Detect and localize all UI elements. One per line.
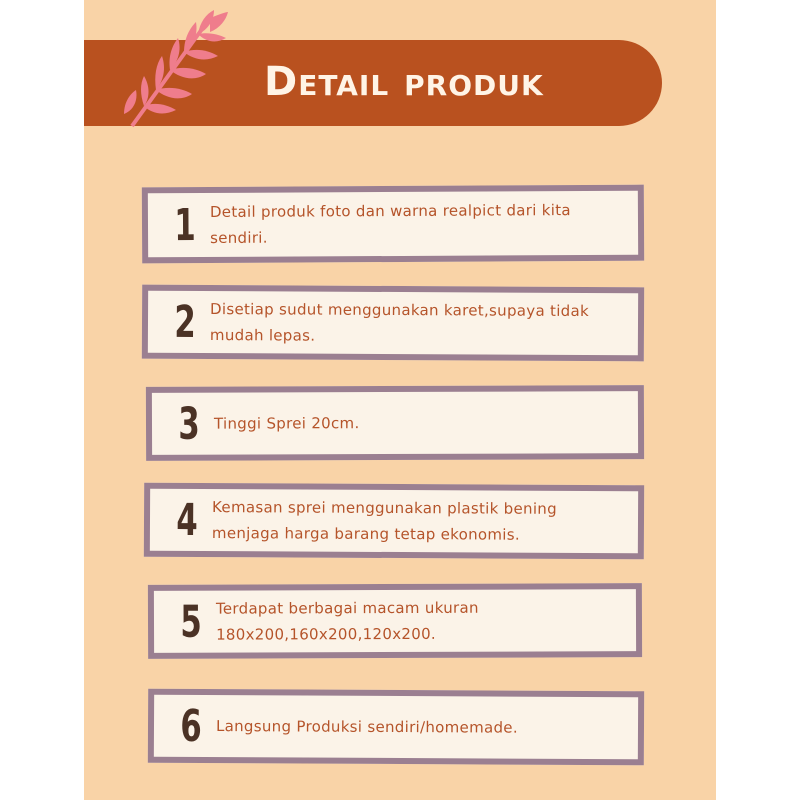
item-number: 4: [176, 494, 198, 546]
item-text: Disetiap sudut menggunakan karet,supaya tidak mudah lepas.: [209, 300, 590, 345]
item-text: Langsung Produksi sendiri/homemade.: [215, 717, 518, 737]
list-item: [142, 285, 644, 362]
list-item: [144, 483, 644, 560]
item-text: Tinggi Sprei 20cm.: [213, 414, 360, 433]
list-item: [146, 385, 644, 461]
item-number: 5: [180, 596, 202, 648]
list-item: [142, 185, 644, 264]
item-number: 1: [174, 199, 196, 251]
item-number: 3: [178, 398, 200, 450]
list-item: [148, 583, 642, 659]
page-title: Detail produk: [264, 59, 544, 105]
item-number: 2: [174, 296, 196, 348]
item-text: Kemasan sprei menggunakan plastik bening menjaga harga barang tetap ekonomis.: [211, 498, 558, 544]
item-text: Detail produk foto dan warna realpict dari kita sendiri.: [209, 201, 571, 247]
item-number: 6: [180, 700, 202, 752]
list-item: [148, 689, 644, 766]
item-text: Terdapat berbagai macam ukuran 180x200,160x200,120x200.: [215, 598, 479, 644]
leaf-icon: [110, 6, 230, 131]
